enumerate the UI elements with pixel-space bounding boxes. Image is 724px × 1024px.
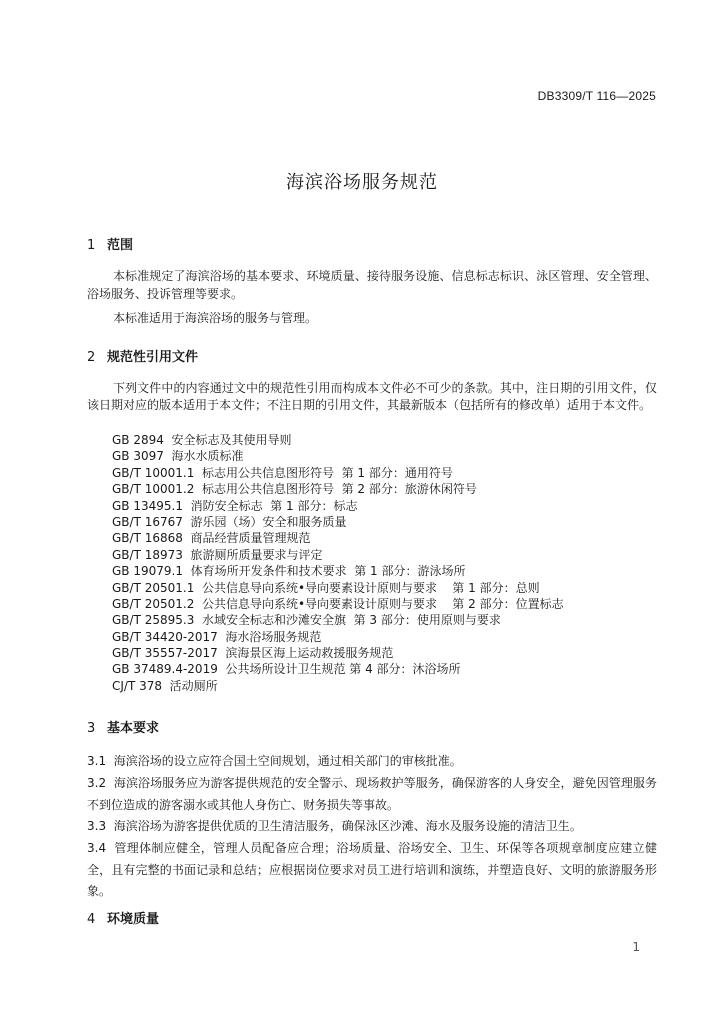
reference-item: GB/T 35557-2017 滨海景区海上运动救援服务规范 (112, 646, 394, 661)
section-title: 基本要求 (107, 721, 160, 736)
clause-3-1 (87, 751, 657, 773)
section-title: 范围 (107, 238, 134, 253)
reference-item: GB 37489.4-2019 公共场所设计卫生规范 第 4 部分：沐浴场所 (112, 662, 461, 677)
section-heading-normative-references (87, 346, 198, 365)
reference-item: GB/T 16767 游乐园（场）安全和服务质量 (112, 514, 347, 529)
section-title: 环境质量 (107, 912, 160, 927)
reference-item: GB/T 16868 商品经营质量管理规范 (112, 531, 311, 546)
reference-item: GB 13495.1 消防安全标志 第 1 部分：标志 (112, 498, 358, 513)
section-heading-environmental-quality (87, 908, 159, 927)
clause-text: 管理体制应健全，管理人员配备应合理；浴场质量、浴场安全、卫生、环保等各项规章制度应建立健全，且有完整的书面记录和总结；应根据岗位要求对员工进行培训和演练，并塑造良好、文明的旅游服务形象。 (87, 841, 657, 898)
section-title: 规范性引用文件 (107, 350, 199, 365)
reference-item: GB/T 20501.2 公共信息导向系统•导向要素设计原则与要求 第 2 部分：位置标志 (112, 596, 564, 611)
clause-number: 3.4 (87, 841, 107, 855)
reference-item: GB/T 18973 旅游厕所质量要求与评定 (112, 547, 323, 562)
section-number: 4 (87, 912, 96, 927)
reference-item: GB 2894 安全标志及其使用导则 (112, 433, 292, 447)
clause-number: 3.3 (87, 819, 107, 833)
reference-item: GB/T 20501.1 公共信息导向系统•导向要素设计原则与要求 第 1 部分：总则 (112, 580, 540, 595)
clause-3-3 (87, 816, 657, 838)
scope-paragraph: 本标准适用于海滨浴场的服务与管理。 (113, 311, 318, 325)
clause-number: 3.1 (87, 754, 107, 768)
clause-text: 海滨浴场为游客提供优质的卫生清洁服务，确保泳区沙滩、海水及服务设施的清洁卫生。 (113, 819, 582, 833)
section-heading-basic-requirements (87, 717, 159, 736)
document-title: 海滨浴场服务规范 (286, 172, 438, 193)
clause-3-4 (87, 838, 657, 903)
clause-3-2 (87, 773, 657, 816)
document-code: DB3309/T 116—2025 (537, 89, 656, 103)
reference-item: GB/T 34420-2017 海水浴场服务规范 (112, 629, 322, 644)
page-number: 1 (632, 940, 640, 954)
reference-item: GB/T 25895.3 水域安全标志和沙滩安全旗 第 3 部分：使用原则与要求 (112, 613, 501, 628)
scope-paragraph: 本标准规定了海滨浴场的基本要求、环境质量、接待服务设施、信息标志标识、泳区管理、安全管理、浴场服务、投诉管理等要求。 (87, 269, 657, 301)
reference-item: GB/T 10001.1 标志用公共信息图形符号 第 1 部分：通用符号 (112, 465, 453, 480)
normative-intro-paragraph: 下列文件中的内容通过文中的规范性引用而构成本文件必不可少的条款。其中，注日期的引用文件，仅该日期对应的版本适用于本文件；不注日期的引用文件，其最新版本（包括所有的修改单）适用于本文件。 (87, 381, 657, 412)
reference-item: GB 19079.1 体育场所开发条件和技术要求 第 1 部分：游泳场所 (112, 564, 466, 579)
reference-item: GB/T 10001.2 标志用公共信息图形符号 第 2 部分：旅游休闲符号 (112, 482, 477, 497)
section-heading-scope (87, 234, 133, 253)
section-number: 2 (87, 350, 96, 365)
clause-text: 海滨浴场的设立应符合国土空间规划，通过相关部门的审核批准。 (113, 754, 462, 768)
reference-item: GB 3097 海水水质标准 (112, 449, 244, 464)
section-number: 1 (87, 238, 96, 253)
clause-text: 海滨浴场服务应为游客提供规范的安全警示、现场救护等服务，确保游客的人身安全，避免因管理服务不到位造成的游客溺水或其他人身伤亡、财务损失等事故。 (87, 776, 657, 812)
reference-item: CJ/T 378 活动厕所 (112, 678, 218, 693)
clause-number: 3.2 (87, 776, 107, 790)
section-number: 3 (87, 721, 96, 736)
reference-list (112, 432, 564, 694)
